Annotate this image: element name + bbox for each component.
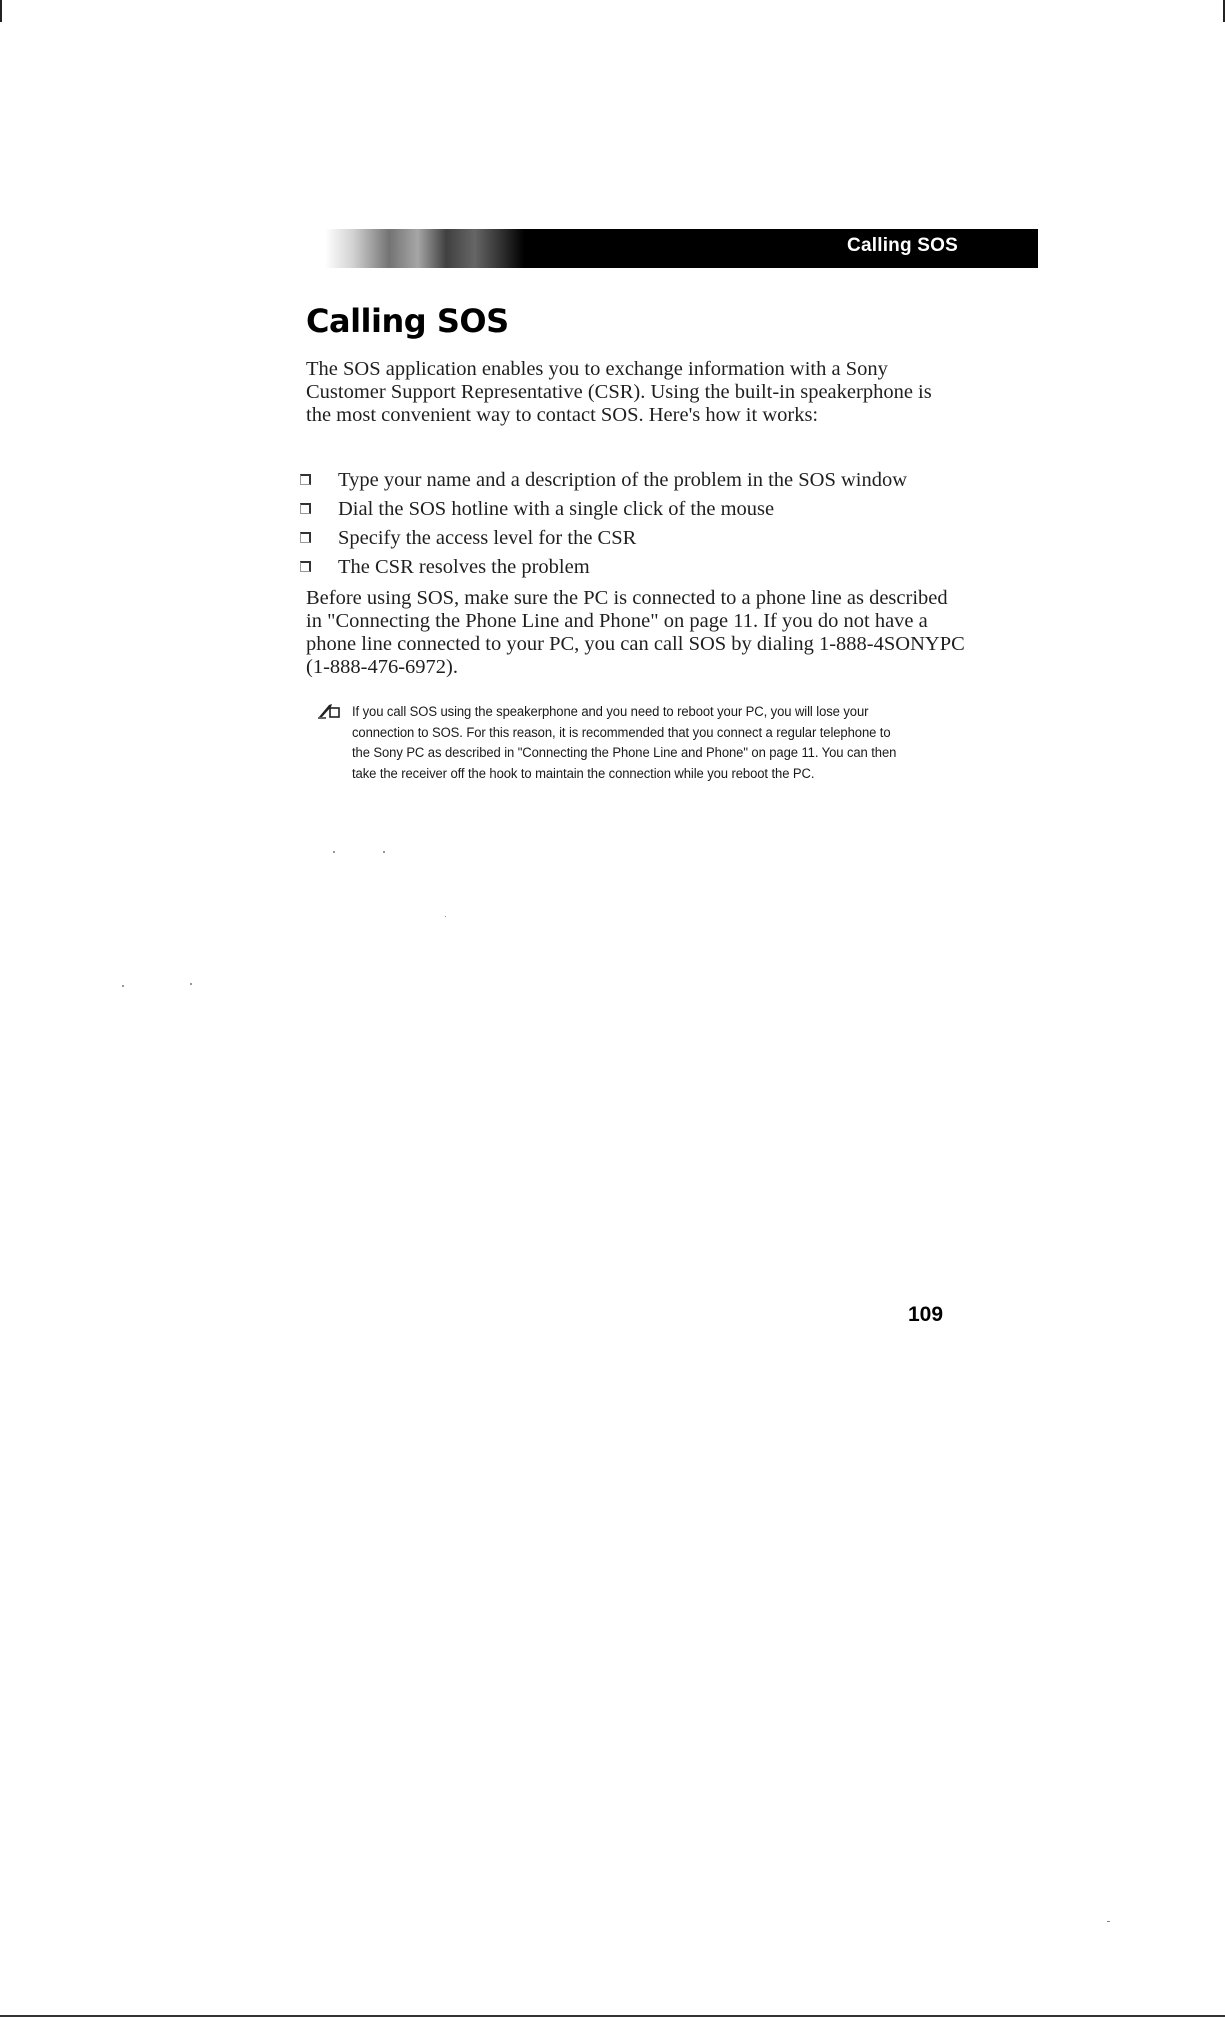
list-item <box>300 524 907 553</box>
checkbox-bullet-icon <box>300 503 311 514</box>
list-item <box>300 553 907 582</box>
writing-hand-icon <box>317 700 341 720</box>
page-number: 109 <box>908 1303 944 1326</box>
scan-edge-left <box>0 0 2 22</box>
list-item-text: Dial the SOS hotline with a single click of the mouse <box>338 498 775 520</box>
list-item-text: Type your name and a description of the problem in the SOS window <box>338 469 908 491</box>
checkbox-bullet-icon <box>300 532 311 543</box>
list-item-text: The CSR resolves the problem <box>338 556 590 578</box>
checkbox-bullet-icon <box>300 561 311 572</box>
scan-speck <box>190 983 192 985</box>
running-header-bar <box>325 229 1038 268</box>
page-title: Calling SOS <box>306 302 509 340</box>
list-item <box>300 495 907 524</box>
scan-speck <box>1107 1921 1110 1922</box>
list-item-text: Specify the access level for the CSR <box>338 527 637 549</box>
list-item <box>300 466 907 495</box>
running-header-title: Calling SOS <box>847 235 958 256</box>
scan-speck <box>445 916 446 917</box>
scan-speck <box>122 985 124 987</box>
body-paragraph: Before using SOS, make sure the PC is connected to a phone line as described in "Connecting the Phone Line and Phone" on page 11. If you do not have a phone line connected to your PC, you can call SOS by dialing 1-888-4SONYPC (1-888-476-6972). <box>306 587 965 678</box>
scan-speck <box>383 851 385 853</box>
intro-paragraph: The SOS application enables you to exchange information with a Sony Customer Support Representative (CSR). Using the built-in speakerphone is the most convenient way to contact SOS. Here's how it works: <box>306 358 932 426</box>
note-text: If you call SOS using the speakerphone and you need to reboot your PC, you will lose your connection to SOS. For this reason, it is recommended that you connect a regular telephone to the Sony PC as described in "Connecting the Phone Line and Phone" on page 11. You can then take the receiver off the hook to maintain the connection while you reboot the PC. <box>352 704 897 782</box>
steps-list <box>300 466 907 582</box>
checkbox-bullet-icon <box>300 474 311 485</box>
scan-speck <box>333 851 335 853</box>
